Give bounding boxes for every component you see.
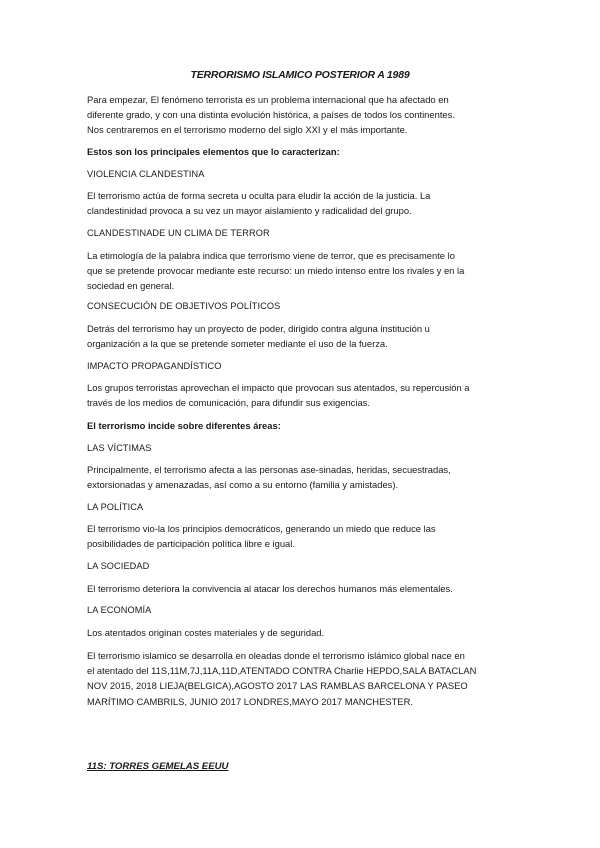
text-line: Los grupos terroristas aprovechan el impacto que provocan sus atentados, su repercusión a bbox=[87, 382, 470, 393]
text-line: que se pretende provocar mediante este recurso: un miedo intenso entre los rivales y en la bbox=[87, 265, 465, 277]
text-line: través de los medios de comunicación, para difundir sus exigencias. bbox=[87, 397, 370, 409]
text-line: el atentado del 11S,11M,7J,11A,11D,ATENTADO CONTRA Charlie HEPDO,SALA BATACLAN bbox=[87, 665, 477, 677]
text-line: clandestinidad provoca a su vez un mayor aislamiento y radicalidad del grupo. bbox=[87, 205, 412, 217]
text-line: Principalmente, el terrorismo afecta a las personas ase-sinadas, heridas, secuestradas, bbox=[87, 464, 451, 475]
section-heading-sociedad: LA SOCIEDAD bbox=[87, 561, 150, 571]
paragraph-clima bbox=[87, 248, 517, 294]
text-line: Detrás del terrorismo hay un proyecto de poder, dirigido contra alguna institución u bbox=[87, 323, 430, 334]
text-line: El terrorismo vio-la los principios democráticos, generando un miedo que reduce las bbox=[87, 523, 436, 534]
text-line: Para empezar, El fenómeno terrorista es un problema internacional que ha afectado en bbox=[87, 94, 449, 105]
text-line: Los atentados originan costes materiales y de seguridad. bbox=[87, 627, 325, 638]
paragraph-violencia bbox=[87, 188, 517, 218]
section-heading-violencia: VIOLENCIA CLANDESTINA bbox=[87, 169, 205, 179]
paragraph-objetivos bbox=[87, 321, 517, 351]
text-line: organización a la que se pretende someter mediante el uso de la fuerza. bbox=[87, 338, 388, 350]
text-line: El terrorismo islamico se desarrolla en oleadas donde el terrorismo islámico global nace en bbox=[87, 650, 465, 661]
text-line: El terrorismo deteriora la convivencia al atacar los derechos humanos más elementales. bbox=[87, 583, 453, 594]
areas-heading: El terrorismo incide sobre diferentes áreas: bbox=[87, 420, 281, 431]
section-title-11s: 11S: TORRES GEMELAS EEUU bbox=[87, 761, 229, 772]
text-line: sociedad en general. bbox=[87, 280, 175, 292]
intro-paragraph bbox=[87, 92, 517, 138]
document-title: TERRORISMO ISLAMICO POSTERIOR A 1989 bbox=[190, 69, 410, 81]
text-line: NOV 2015, 2018 LIEJA(BELGICA),AGOSTO 2017 LAS RAMBLAS BARCELONA Y PASEO bbox=[87, 680, 468, 692]
section-heading-politica: LA POLÍTICA bbox=[87, 502, 144, 512]
paragraph-impacto bbox=[87, 380, 517, 410]
text-line: diferente grado, y con una distinta evolución histórica, a países de todos los continentes. bbox=[87, 109, 455, 121]
text-line: Nos centraremos en el terrorismo moderno del siglo XXI y el más importante. bbox=[87, 124, 408, 136]
section-heading-impacto: IMPACTO PROPAGANDÍSTICO bbox=[87, 361, 222, 371]
text-line: extorsionadas y amenazadas, así como a su entorno (familia y amistades). bbox=[87, 479, 399, 491]
text-line: posibilidades de participación política libre e igual. bbox=[87, 538, 295, 550]
paragraph-politica bbox=[87, 521, 517, 551]
paragraph-economia bbox=[87, 625, 517, 640]
section-heading-clima: CLANDESTINADE UN CLIMA DE TERROR bbox=[87, 228, 270, 238]
paragraph-sociedad bbox=[87, 581, 517, 596]
text-line: MARÍTIMO CAMBRILS, JUNIO 2017 LONDRES,MAYO 2017 MANCHESTER. bbox=[87, 695, 413, 707]
text-line: El terrorismo actúa de forma secreta u oculta para eludir la acción de la justicia. La bbox=[87, 190, 431, 201]
elements-heading: Estos son los principales elementos que lo caracterizan: bbox=[87, 146, 340, 157]
paragraph-victimas bbox=[87, 462, 517, 492]
section-heading-victimas: LAS VÍCTIMAS bbox=[87, 443, 152, 453]
text-line: La etimología de la palabra indica que terrorismo viene de terror, que es precisamente lo bbox=[87, 250, 455, 261]
section-heading-economia: LA ECONOMÍA bbox=[87, 605, 152, 615]
section-heading-objetivos: CONSECUCIÓN DE OBJETIVOS POLÍTICOS bbox=[87, 301, 281, 311]
paragraph-oleadas bbox=[87, 648, 517, 709]
